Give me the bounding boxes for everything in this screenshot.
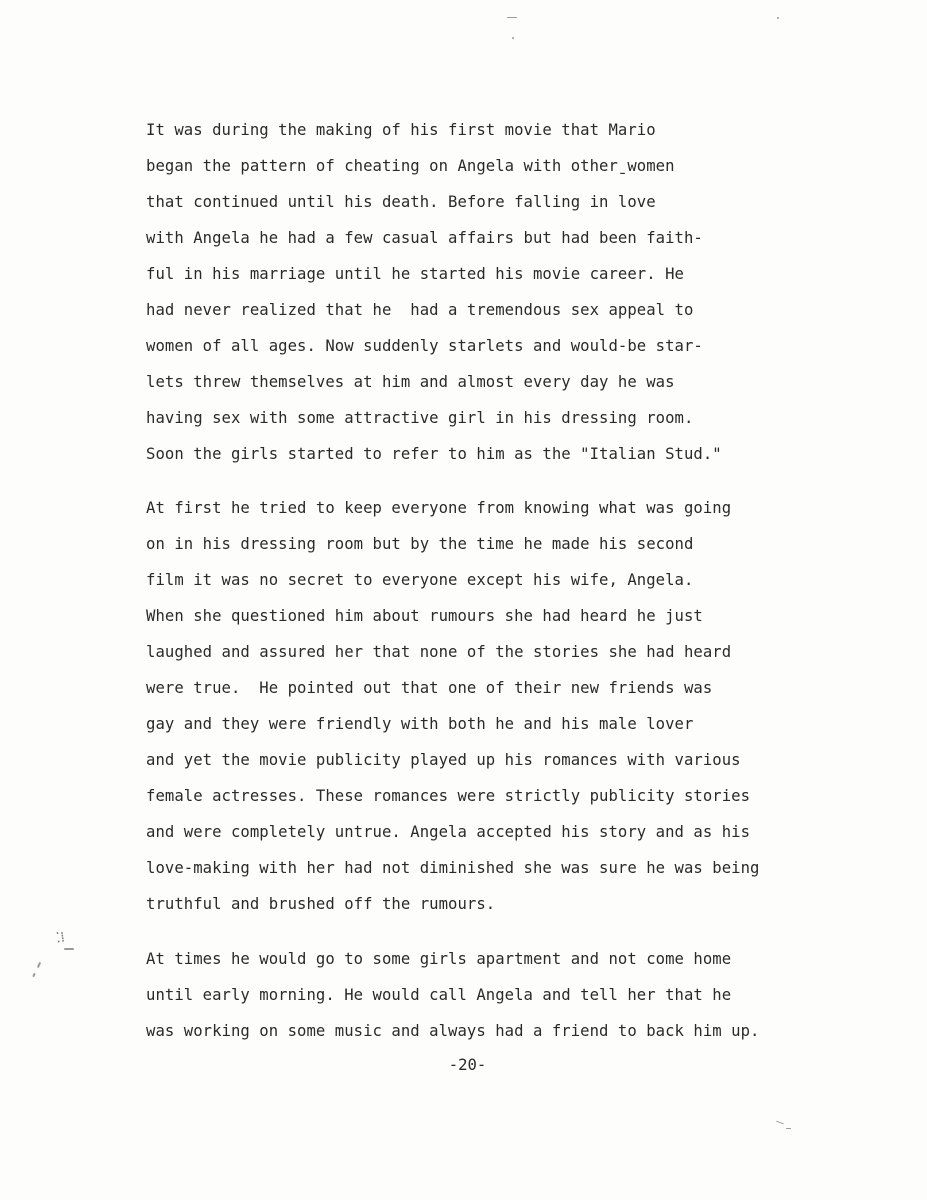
text-line: began the pattern of cheating on Angela with otherˍwomen [146, 157, 675, 175]
text-line: It was during the making of his first movie that Mario [146, 121, 656, 139]
text-line: with Angela he had a few casual affairs but had been faith- [146, 229, 703, 247]
text-line: ful in his marriage until he started his movie career. He [146, 265, 684, 283]
text-line: lets threw themselves at him and almost every day he was [146, 373, 675, 391]
text-line: was working on some music and always had a friend to back him up. [146, 1022, 760, 1040]
text-line: At times he would go to some girls apartment and not come home [146, 950, 732, 968]
scan-speck [32, 973, 36, 977]
text-line: Soon the girls started to refer to him as the "Italian Stud." [146, 445, 722, 463]
paragraph-3 [146, 941, 886, 1049]
scan-speck [64, 948, 74, 950]
paragraph-2 [146, 490, 886, 922]
text-line: and were completely untrue. Angela accepted his story and as his [146, 823, 751, 841]
text-line: until early morning. He would call Angela and tell her that he [146, 986, 732, 1004]
text-line: film it was no secret to everyone except his wife, Angela. [146, 571, 694, 589]
page-number: -20- [448, 1056, 487, 1074]
text-line: female actresses. These romances were strictly publicity stories [146, 787, 751, 805]
scan-speck [786, 1128, 791, 1129]
text-line: laughed and assured her that none of the stories she had heard [146, 643, 732, 661]
text-line: had never realized that he had a tremendous sex appeal to [146, 301, 694, 319]
scan-speck [776, 1121, 784, 1125]
text-line: on in his dressing room but by the time he made his second [146, 535, 694, 553]
text-line: When she questioned him about rumours she had heard he just [146, 607, 703, 625]
scan-speck [512, 37, 514, 39]
text-line: having sex with some attractive girl in his dressing room. [146, 409, 694, 427]
margin-scribble: ⁚⁞ [54, 929, 66, 947]
text-line: were true. He pointed out that one of their new friends was [146, 679, 713, 697]
text-line: women of all ages. Now suddenly starlets and would-be star- [146, 337, 703, 355]
text-line: love-making with her had not diminished she was sure he was being [146, 859, 760, 877]
paragraph-1 [146, 112, 886, 472]
text-line: and yet the movie publicity played up his romances with various [146, 751, 741, 769]
scan-speck [37, 962, 41, 968]
scan-speck [507, 17, 517, 18]
text-line: At first he tried to keep everyone from knowing what was going [146, 499, 732, 517]
text-line: gay and they were friendly with both he and his male lover [146, 715, 694, 733]
text-line: truthful and brushed off the rumours. [146, 895, 496, 913]
text-line: that continued until his death. Before falling in love [146, 193, 656, 211]
scan-speck [777, 17, 779, 19]
